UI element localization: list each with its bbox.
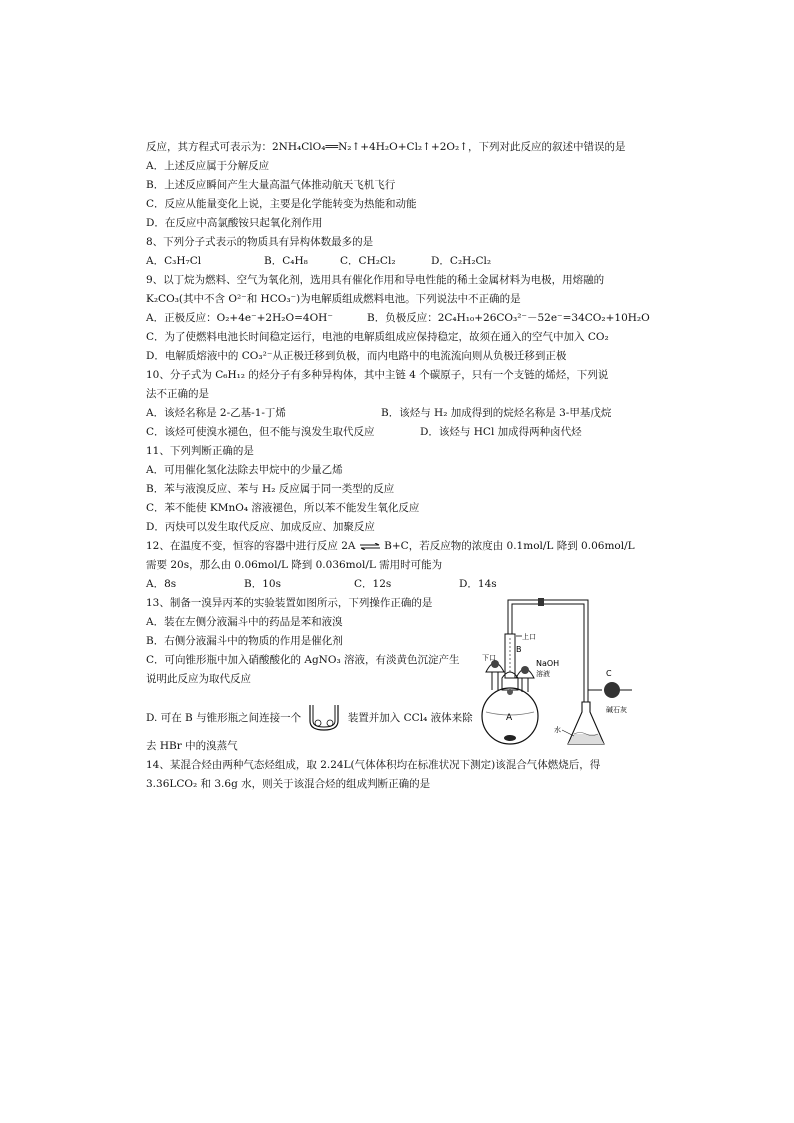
q13-option-a: A．装在左侧分液漏斗中的药品是苯和液溴: [146, 616, 343, 628]
q12-option-b: B．10s: [244, 578, 281, 590]
q13-option-d-cont: 去 HBr 中的溴蒸气: [146, 740, 238, 752]
q8-option-d: D．C₂H₂Cl₂: [431, 255, 492, 267]
q11-option-a: A．可用催化氢化法除去甲烷中的少量乙烯: [146, 464, 343, 476]
q13-option-c-cont: 说明此反应为取代反应: [146, 673, 251, 685]
stem-line-q7: 反应，其方程式可表示为：2NH₄ClO₄══N₂↑+4H₂O+Cl₂↑+2O₂↑，下列对此反应的叙述中错误的是: [146, 141, 626, 153]
q13-d-text-part1: D. 可在 B 与锥形瓶之间连接一个: [146, 712, 302, 724]
q11-option-d: D．丙炔可以发生取代反应、加成反应、加聚反应: [146, 521, 375, 533]
question-13: 13、制备一溴异丙苯的实验装置如图所示，下列操作正确的是: [146, 597, 433, 609]
q13-option-b: B．右侧分液漏斗中的物质的作用是催化剂: [146, 635, 343, 647]
label-naoh: NaOH: [536, 659, 560, 668]
question-9: 9、以丁烷为燃料、空气为氧化剂，选用具有催化作用和导电性能的稀土金属材料为电极，用熔融的: [146, 274, 605, 286]
q12-text-part2: B+C，若反应物的浓度由 0.1mol/L 降到 0.06mol/L: [384, 540, 635, 552]
apparatus-figure: [478, 594, 638, 752]
q13-option-c: C．可向锥形瓶中加入硝酸酸化的 AgNO₃ 溶液，有淡黄色沉淀产生: [146, 654, 460, 666]
q11-option-c: C．苯不能使 KMnO₄ 溶液褪色，所以苯不能发生氧化反应: [146, 502, 420, 514]
q11-option-b: B．苯与液溴反应、苯与 H₂ 反应属于同一类型的反应: [146, 483, 395, 495]
label-solution: 溶液: [536, 670, 550, 678]
drying-tube-c: [604, 682, 620, 698]
q10-option-d: D．该烃与 HCl 加成得两种卤代烃: [420, 426, 582, 438]
question-14-cont: 3.36LCO₂ 和 3.6g 水，则关于该混合烃的组成判断正确的是: [146, 778, 431, 790]
q9-option-a: A．正极反应：O₂+4e⁻+2H₂O=4OH⁻: [146, 312, 333, 324]
q13-option-d: [146, 703, 473, 733]
q9-option-c: C．为了使燃料电池长时间稳定运行，电池的电解质组成应保持稳定，故须在通入的空气中加入 CO₂: [146, 331, 609, 343]
q10-option-a: A．该烃名称是 2-乙基-1-丁烯: [146, 407, 286, 419]
q12-text-part1: 12、在温度不变，恒容的容器中进行反应 2A: [146, 540, 356, 552]
equilibrium-arrow-icon: [359, 543, 381, 550]
q12-option-a: A．8s: [146, 578, 177, 590]
q12-option-d: D．14s: [459, 578, 497, 590]
question-14: 14、某混合烃由两种气态烃组成，取 2.24L(气体体积均在标准状况下测定)该混合气体燃烧后，得: [146, 759, 601, 771]
q12-option-c: C．12s: [354, 578, 392, 590]
label-soda-lime: 碱石灰: [606, 706, 627, 714]
q13-d-text-part2: 装置并加入 CCl₄ 液体来除: [347, 712, 473, 724]
q8-option-c: C．CH₂Cl₂: [340, 255, 396, 267]
question-9-cont: K₂CO₃(其中不含 O²⁻和 HCO₃⁻)为电解质组成燃料电池。下列说法中不正确的是: [146, 293, 521, 305]
question-10-cont: 法不正确的是: [146, 388, 209, 400]
tube-joint-icon: [538, 598, 544, 606]
q7-option-a: A．上述反应属于分解反应: [146, 160, 270, 172]
label-water: 水: [554, 726, 561, 734]
question-10: 10、分子式为 C₆H₁₂ 的烃分子有多种异构体，其中主链 4 个碳原子，只有一个支链的烯烃，下列说: [146, 369, 609, 381]
stir-bar-icon: [504, 735, 516, 741]
label-b: B: [516, 645, 522, 654]
u-tube-icon: [304, 703, 344, 733]
question-11: 11、下列判断正确的是: [146, 445, 254, 457]
q9-option-d: D．电解质熔液中的 CO₃²⁻从正极迁移到负极，而内电路中的电流流向则从负极迁移到正极: [146, 350, 567, 362]
q7-option-c: C．反应从能量变化上说，主要是化学能转变为热能和动能: [146, 198, 417, 210]
question-8: 8、下列分子式表示的物质具有异构体数最多的是: [146, 236, 374, 248]
q8-option-b: B．C₄H₈: [264, 255, 308, 267]
question-12: [146, 541, 635, 552]
label-a: A: [506, 713, 513, 723]
q10-option-c: C．该烃可使溴水褪色，但不能与溴发生取代反应: [146, 426, 375, 438]
question-12-cont: 需要 20s，那么由 0.06mol/L 降到 0.036mol/L 需用时可能为: [146, 559, 443, 571]
label-c: C: [606, 669, 612, 678]
q9-option-b: B．负极反应：2C₄H₁₀+26CO₃²⁻－52e⁻=34CO₂+10H₂O: [367, 312, 650, 324]
label-lower-outlet: 下口: [482, 654, 496, 662]
q7-option-d: D．在反应中高氯酸铵只起氧化剂作用: [146, 217, 323, 229]
q8-option-a: A．C₃H₇Cl: [146, 255, 202, 267]
q7-option-b: B．上述反应瞬间产生大量高温气体推动航天飞机飞行: [146, 179, 396, 191]
label-upper-outlet: 上口: [522, 633, 536, 641]
q10-option-b: B．该烃与 H₂ 加成得到的烷烃名称是 3-甲基戊烷: [381, 407, 612, 419]
